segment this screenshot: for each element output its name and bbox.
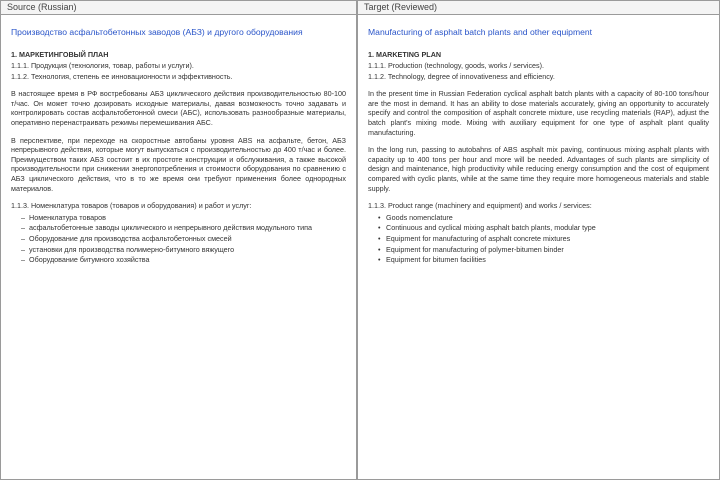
source-document-title: Производство асфальтобетонных заводов (АБЗ) и другого оборудования xyxy=(11,27,303,37)
target-column[interactable] xyxy=(357,0,720,480)
source-column-header: Source (Russian) xyxy=(1,1,356,15)
list-item: – Оборудование битумного хозяйства xyxy=(21,255,346,265)
source-subitem: 1.1.2. Технология, степень ее инновационности и эффективность. xyxy=(11,71,233,81)
list-item: • Goods nomenclature xyxy=(378,213,709,223)
source-section-heading: 1. МАРКЕТИНГОВЫЙ ПЛАН xyxy=(11,49,109,59)
source-column-body xyxy=(1,15,356,265)
source-subsection-heading: 1.1.3. Номенклатура товаров (товаров и оборудования) и работ и услуг: xyxy=(11,201,252,211)
source-paragraph: В перспективе, при переходе на скоростные автобаны уровня ABS на асфальте, бетон, АБЗ непрерывного действия, которые могут выпускаться с производительностью до 400 т/час и более. Преимуществом таких АБЗ состоит в их простоте конструкции и обслуживания, а также высокой производительности при снижении энергопотребления и стоимости оборудования по сравнению с АБЗ циклического действия, что в то же время они требуют применения более однородных материалов. xyxy=(11,135,346,193)
target-section-heading: 1. MARKETING PLAN xyxy=(368,49,442,59)
source-subitem: 1.1.1. Продукция (технология, товар, работы и услуги). xyxy=(11,61,194,71)
target-document-title: Manufacturing of asphalt batch plants and other equipment xyxy=(368,27,593,37)
target-subitem: 1.1.2. Technology, degree of innovativeness and efficiency. xyxy=(368,71,555,81)
list-item: • Equipment for bitumen facilities xyxy=(378,255,709,265)
target-column-header: Target (Reviewed) xyxy=(358,1,719,15)
list-item: – асфальтобетонные заводы циклического и непрерывного действия модульного типа xyxy=(21,223,346,233)
list-item: – Номенклатура товаров xyxy=(21,213,346,223)
target-column-body xyxy=(358,15,719,265)
target-subitem: 1.1.1. Production (technology, goods, works / services). xyxy=(368,61,545,71)
list-item: • Equipment for manufacturing of asphalt concrete mixtures xyxy=(378,234,709,244)
target-paragraph: In the long run, passing to autobahns of ABS asphalt mix paving, continuous mixing asphalt plants with capacity up to 400 tons per hour and more will be needed. Advantages of such plants are simplicity of design and maintenance, high productivity while reducing energy consumption and the cost of equipment compared with cyclic plants, while at the same time they require more homogeneous materials and stable supply. xyxy=(368,145,709,193)
source-product-list xyxy=(11,213,346,265)
list-item: • Continuous and cyclical mixing asphalt batch plants, modular type xyxy=(378,223,709,233)
list-item: • Equipment for manufacturing of polymer-bitumen binder xyxy=(378,245,709,255)
source-column[interactable] xyxy=(0,0,357,480)
list-item: – установки для производства полимерно-битумного вяжущего xyxy=(21,245,346,255)
target-subsection-heading: 1.1.3. Product range (machinery and equipment) and works / services: xyxy=(368,201,592,211)
target-paragraph: In the present time in Russian Federation cyclical asphalt batch plants with a capacity of 80-100 tons/hour are the most in demand. It has an ability to dose materials accurately, giving an opportunity to accurately specify and control the composition of asphalt concrete mixture, use recycling materials (RAP), adjust the batch plant's mixing mode. Mixing with auxiliary equipment for one type of asphalt plant quality manufacturing. xyxy=(368,89,709,137)
list-item: – Оборудование для производства асфальтобетонных смесей xyxy=(21,234,346,244)
source-paragraph: В настоящее время в РФ востребованы АБЗ циклического действия производительностью 80-100 т/час. Он может точно дозировать исходные материалы, давая возможность точно задавать и контролировать состав асфальтобетонной смеси (АБС), использовать разнообразные материалы, оперативно перенастраивать режимы перемешивания АБС. xyxy=(11,89,346,128)
target-product-list xyxy=(368,213,709,265)
